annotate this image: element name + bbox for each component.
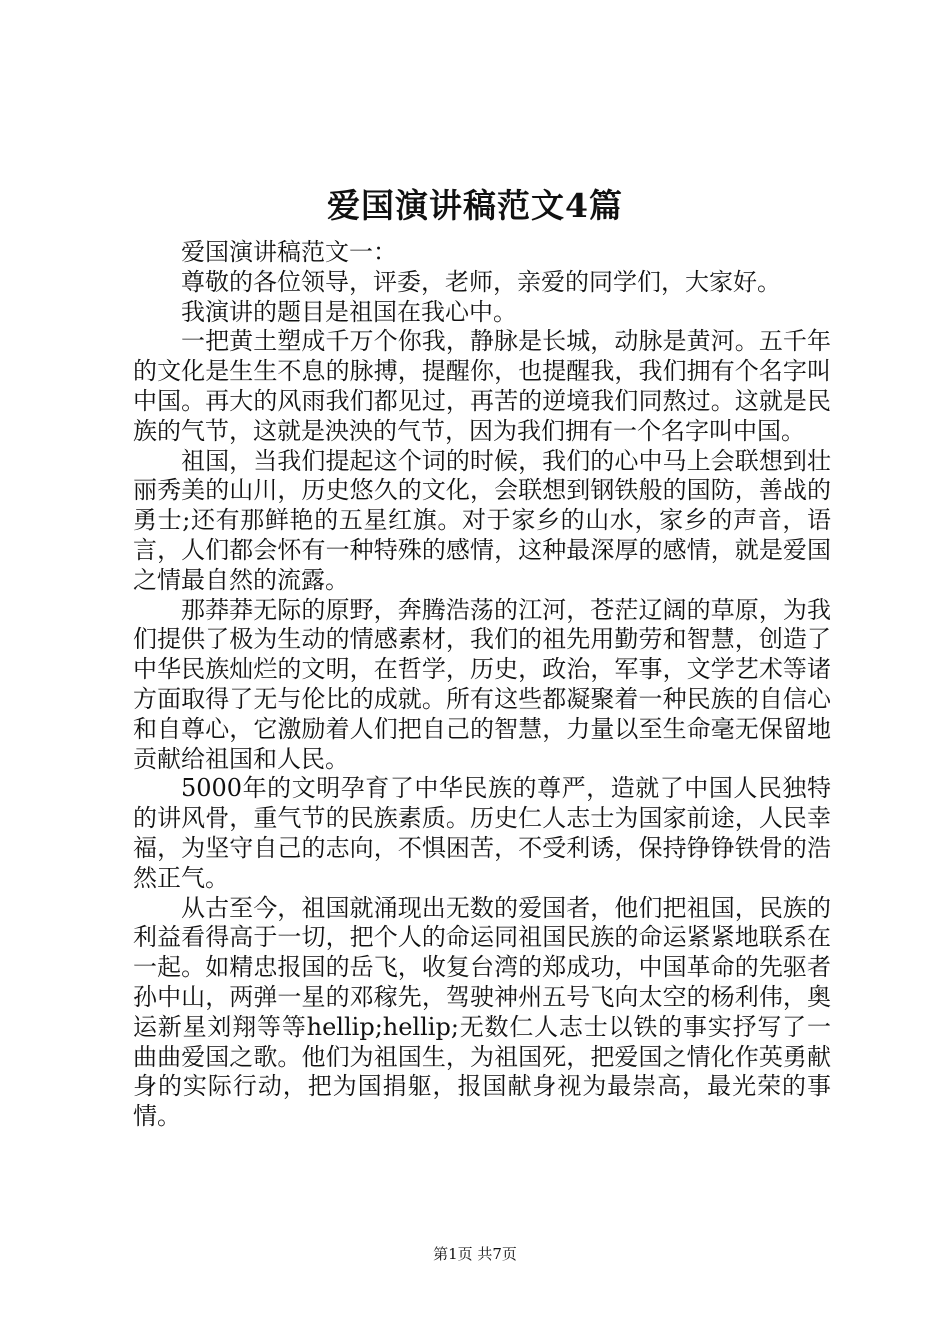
page-number-footer: 第1页 共7页 [433, 1245, 517, 1263]
paragraph: 那莽莽无际的原野，奔腾浩荡的江河，苍茫辽阔的草原，为我们提供了极为生动的情感素材，我们的祖先用勤劳和智慧，创造了中华民族灿烂的文明，在哲学，历史，政治，军事，文学艺术等诸方面取得了无与伦比的成就。所有这些都凝聚着一种民族的自信心和自尊心，它激励着人们把自己的智慧，力量以至生命毫无保留地贡献给祖国和人民。 [133, 595, 831, 773]
paragraph: 从古至今，祖国就涌现出无数的爱国者，他们把祖国，民族的利益看得高于一切，把个人的命运同祖国民族的命运紧紧地联系在一起。如精忠报国的岳飞，收复台湾的郑成功，中国革命的先驱者孙中山，两弹一星的邓稼先，驾驶神州五号飞向太空的杨利伟，奥运新星刘翔等等hellip;hellip;无数仁人志士以铁的事实抒写了一曲曲爱国之歌。他们为祖国生，为祖国死，把爱国之情化作英勇献身的实际行动，把为国捐躯，报国献身视为最崇高，最光荣的事情。 [133, 893, 831, 1131]
paragraph: 一把黄土塑成千万个你我，静脉是长城，动脉是黄河。五千年的文化是生生不息的脉搏，提醒你，也提醒我，我们拥有个名字叫中国。再大的风雨我们都见过，再苦的逆境我们同熬过。这就是民族的气节，这就是泱泱的气节，因为我们拥有一个名字叫中国。 [133, 327, 831, 445]
paragraph-greeting: 尊敬的各位领导，评委，老师，亲爱的同学们，大家好。 [181, 267, 781, 296]
paragraph: 5000年的文明孕育了中华民族的尊严，造就了中国人民独特的讲风骨，重气节的民族素质。历史仁人志士为国家前途，人民幸福，为坚守自己的志向，不惧困苦，不受利诱，保持铮铮铁骨的浩然正气。 [133, 774, 831, 892]
document-title: 爱国演讲稿范文4篇 [327, 186, 623, 225]
paragraph-topic: 我演讲的题目是祖国在我心中。 [181, 297, 517, 326]
document-body [133, 238, 831, 1132]
paragraph-heading: 爱国演讲稿范文一： [181, 238, 397, 266]
paragraph: 祖国，当我们提起这个词的时候，我们的心中马上会联想到壮丽秀美的山川，历史悠久的文化，会联想到钢铁般的国防，善战的勇士;还有那鲜艳的五星红旗。对于家乡的山水，家乡的声音，语言，人们都会怀有一种特殊的感情，这种最深厚的感情，就是爱国之情最自然的流露。 [133, 446, 831, 594]
